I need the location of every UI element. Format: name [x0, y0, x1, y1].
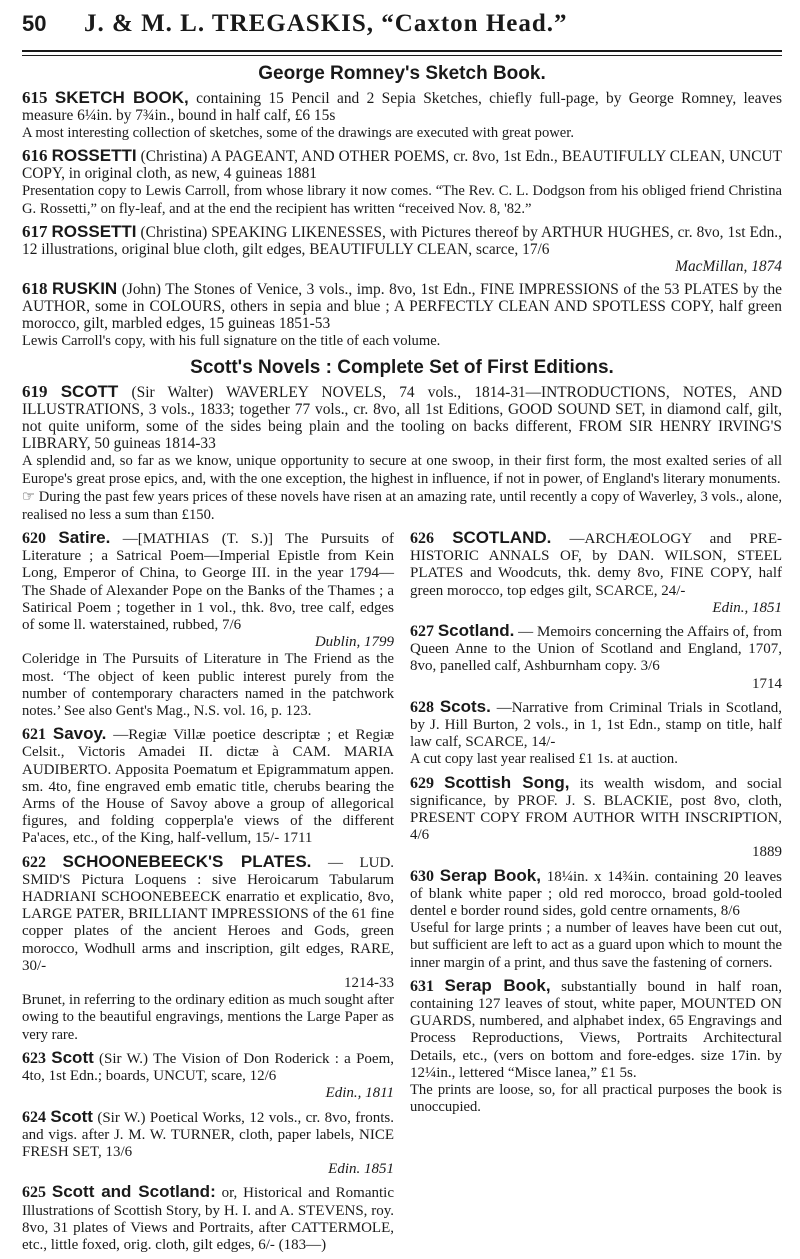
entry-note: Presentation copy to Lewis Carroll, from whose library it now comes. “The Rev. C. L. Dodgson from his obliged friend Christina G. Rossetti,” on fly-leaf, and at the end the recipient has written “received Nov. 8, '82.”: [22, 183, 782, 217]
section-title-romney: George Romney's Sketch Book.: [258, 63, 546, 84]
entry-note: A cut copy last year realised £1 1s. at auction.: [410, 751, 678, 768]
entry-heading: RUSKIN: [52, 279, 118, 298]
entry-heading: Serap Book,: [439, 865, 541, 885]
entry-text: —Regiæ Villæ poetice descriptæ ; et Regiæ Celsit., Victoris Amadei II. dictæ à CAM. MARIA AUDIBERTO. Apposita Poematum et Epigrammatum appen. sm. 4to, fine engraved emb ematic title, cherubs bearing the Arms of the House of Savoy above a group of allegorical figures, and folding copperpla'e views of the different Pa'aces, etc., of the King, half-vellum, 15/- 1711: [22, 727, 395, 847]
entry-imprint: MacMillan, 1874: [675, 258, 782, 275]
entry-text: —[MATHIAS (T. S.)] The Pursuits of Literature ; a Satrical Poem—Imperial Epistle from Kein Long, Emperor of China, to George III. in the year 1794—The Shade of Alexander Pope on the Banks of the Thames ; a Satirical Poem ; together in 1 vol., thk. 8vo, tree calf, edges of some ll. waterstained, rubbed, 7/6: [22, 531, 395, 634]
entry-621: [22, 725, 394, 847]
entry-imprint: Edin., 1851: [712, 599, 782, 616]
lot-number: 616: [22, 146, 48, 165]
entry-617: [22, 223, 782, 275]
entry-note: The prints are loose, so, for all practical purposes the book is unoccupied.: [410, 1082, 782, 1116]
entry-626: [410, 529, 782, 617]
entry-heading: SCOTLAND.: [452, 528, 552, 547]
entry-note: Brunet, in referring to the ordinary edition as much sought after owing to the beautiful engravings, mentions the Large Paper as very rare.: [22, 992, 394, 1043]
entry-heading: SCHOONEBEECK'S PLATES.: [62, 851, 312, 871]
lot-number: 617: [22, 222, 48, 241]
lot-number: 627: [410, 623, 434, 641]
entry-text: (Sir W.) The Vision of Don Roderick : a Poem, 4to, 1st Edn.; boards, UNCUT, scare, 12/6: [22, 1050, 395, 1085]
entry-619: [22, 383, 782, 524]
entry-631: [410, 977, 782, 1117]
right-column: [410, 529, 782, 1259]
entry-date: 1889: [752, 844, 782, 861]
entry-note: ☞ During the past few years prices of these novels have risen at an amazing rate, until recently a copy of Waverley, 3 vols., alone, realised no less a sum than £150.: [22, 489, 782, 523]
entry-heading: Scott and Scotland:: [51, 1182, 216, 1202]
lot-number: 615: [22, 88, 48, 107]
entry-heading: Scotland.: [437, 621, 515, 641]
entry-heading: Satire.: [58, 528, 111, 547]
entry-note: Lewis Carroll's copy, with his full signature on the title of each volume.: [22, 333, 441, 349]
entry-heading: Scots.: [439, 696, 491, 716]
entry-628: [410, 698, 782, 769]
page-header: [22, 10, 782, 52]
lot-number: 619: [22, 382, 48, 401]
entry-text: (John) The Stones of Venice, 3 vols., imp. 8vo, 1st Edn., FINE IMPRESSIONS of the 53 PLATES by the AUTHOR, some in COLOURS, others in sepia and blue ; A PERFECTLY CLEAN AND SPOTLESS COPY, half green morocco, gilt, marbled edges, 15 guineas 1851-53: [22, 281, 782, 332]
lot-number: 618: [22, 279, 48, 298]
entry-heading: Scott: [50, 1106, 93, 1126]
section-title-scott: Scott's Novels : Complete Set of First Editions.: [190, 357, 614, 378]
lot-number: 628: [410, 698, 434, 716]
entry-note: A splendid and, so far as we know, unique opportunity to secure at one swoop, in their first form, the most exalted series of all Europe's great prose epics, and, with the one exception, the highest in influence, if not in power, of England's literary monuments.: [22, 453, 782, 487]
entry-text: —ARCHÆOLOGY and PRE-HISTORIC ANNALS OF, by DAN. WILSON, STEEL PLATES and Woodcuts, thk. demy 8vo, FINE COPY, half green morocco, top edges gilt, SCARCE, 24/-: [410, 531, 783, 599]
entry-text: or, Historical and Romantic Illustrations of Scottish Story, by H. I. and A. STEVENS, roy. 8vo, 31 plates of Views and Portraits, after CATTERMOLE, etc., little foxed, orig. cloth, gilt edges, 6/- (183—): [22, 1185, 394, 1253]
entry-imprint: Dublin, 1799: [314, 634, 394, 651]
page-number: 50: [22, 11, 47, 36]
entry-date: 1214-33: [344, 975, 394, 992]
entry-624: [22, 1108, 394, 1179]
entry-text: containing 15 Pencil and 2 Sepia Sketches, chiefly full-page, by George Romney, leaves measure 6¼in. by 7¾in., bound in half calf, £6 15s: [22, 90, 782, 124]
entry-622: [22, 853, 394, 1044]
entry-date: 1714: [752, 675, 782, 692]
entry-615: [22, 89, 782, 142]
full-width-entries: [22, 89, 782, 524]
entry-heading: SKETCH BOOK,: [54, 88, 189, 107]
entry-627: [410, 622, 782, 693]
lot-number: 624: [22, 1108, 46, 1126]
entry-text: — LUD. SMID'S Pictura Loquens : sive Heroicarum Tabularum HADRIANI SCHOONEBEECK enarratio et explicatio, 8vo, LARGE PATER, BRILLIANT IMPRESSIONS of the 61 fine copper plates of the ancient Heroes and Gods, green morocco, Wodhull arms and inscription, gilt edges, RARE, 30/-: [22, 854, 395, 974]
entry-text: 18¼in. x 14¾in. containing 20 leaves of blank white paper ; old red morocco, broad gold-tooled dentel e border round sides, gold centre ornaments, 8/6: [410, 868, 783, 920]
lot-number: 629: [410, 774, 434, 792]
lot-number: 622: [22, 853, 46, 871]
entry-629: [410, 774, 782, 862]
lot-number: 620: [22, 530, 46, 547]
entry-heading: Savoy.: [52, 724, 107, 744]
entry-text: (Sir Walter) WAVERLEY NOVELS, 74 vols., 1814-31—INTRODUCTIONS, NOTES, AND ILLUSTRATIONS, 3 vols., 1833; together 77 vols., cr. 8vo, all 1st Editions, GOOD SOUND SET, in diamond calf, gilt, not quite uniform, some of the sides being plain and the tooling on backs different, FROM SIR HENRY IRVING'S LIBRARY, 50 guineas 1814-33: [22, 384, 782, 452]
entry-616: [22, 147, 782, 218]
entry-623: [22, 1049, 394, 1103]
entry-note: Useful for large prints ; a number of leaves have been cut out, but sufficient are left to act as a guard upon which to mount the inner margin of a print, and thus save the fastening of corners.: [410, 920, 782, 971]
entry-text: substantially bound in half roan, containing 127 leaves of stout, white paper, MOUNTED ON GUARDS, numbered, and alphabet index, 65 Engravings and Process Reproductions, Views, Portraits Architectural Details, etc., (vers on bottom and fore-edges. size 17in. by 12¼in., lettered “Misce lanea,” £1 5s.: [410, 978, 782, 1081]
entry-imprint: Edin., 1811: [325, 1085, 394, 1102]
entry-heading: ROSSETTI: [51, 146, 137, 165]
lot-number: 630: [410, 867, 434, 885]
entry-618: [22, 280, 782, 350]
entry-heading: ROSSETTI: [51, 222, 137, 241]
header-rule: [22, 55, 782, 56]
entry-heading: Scott: [51, 1047, 94, 1067]
lot-number: 631: [410, 977, 434, 995]
left-column: [22, 529, 394, 1259]
entry-625: [22, 1183, 394, 1254]
entry-text: its wealth wisdom, and social significance, by PROF. J. S. BLACKIE, post 8vo, cloth, PRESENT COPY FROM AUTHOR WITH INSCRIPTION, 4/6: [410, 775, 783, 844]
entry-heading: Scottish Song,: [444, 772, 570, 792]
lot-number: 626: [410, 530, 434, 547]
entry-note: Coleridge in The Pursuits of Literature in The Friend as the most. ‘The object of keen public interest purely from the number of contemporary characters named in the patchwork notes.’ See also Gent's Mag., N.S. vol. 16, p. 123.: [22, 651, 394, 720]
entry-text: —Narrative from Criminal Trials in Scotland, by J. Hill Burton, 2 vols., in 1, 1st Edn., stamp on title, half law calf, SCARCE, 14/-: [410, 699, 783, 751]
catalogue-page: [22, 10, 782, 1259]
lot-number: 625: [22, 1184, 46, 1202]
entry-heading: Serap Book,: [444, 975, 551, 995]
lot-number: 621: [22, 726, 46, 744]
entry-620: [22, 529, 394, 720]
two-column-listing: [22, 529, 782, 1259]
entry-text: (Christina) SPEAKING LIKENESSES, with Pictures thereof by ARTHUR HUGHES, cr. 8vo, 1st Edn., 12 illustrations, original blue cloth, gilt edges, BEAUTIFULLY CLEAN, scarce, 17/6: [22, 224, 782, 258]
entry-630: [410, 867, 782, 972]
entry-text: (Christina) A PAGEANT, AND OTHER POEMS, cr. 8vo, 1st Edn., BEAUTIFULLY CLEAN, UNCUT COPY, in original cloth, as new, 4 guineas 1881: [22, 148, 782, 182]
entry-text: — Memoirs concerning the Affairs of, from Queen Anne to the Union of Scotland and England, 1707, 8vo, panelled calf, Ashburnham copy. 3/6: [410, 624, 783, 675]
entry-heading: SCOTT: [60, 382, 119, 401]
entry-text: (Sir W.) Poetical Works, 12 vols., cr. 8vo, fronts. and vigs. after J. M. W. TURNER, cloth, paper labels, NICE FRESH SET, 13/6: [22, 1109, 395, 1160]
entry-imprint: Edin. 1851: [328, 1161, 394, 1178]
entry-note: A most interesting collection of sketches, some of the drawings are executed with great power.: [22, 125, 574, 141]
firm-name: J. & M. L. TREGASKIS, “Caxton Head.”: [84, 10, 568, 37]
lot-number: 623: [22, 1049, 46, 1067]
